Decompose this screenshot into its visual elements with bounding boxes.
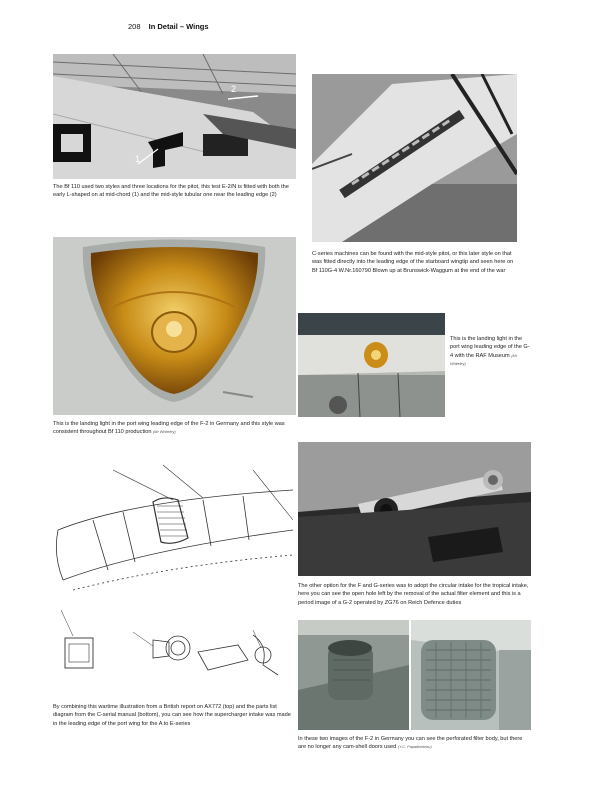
caption-landing-light-f2-credit: (Mr Whiteley) (153, 430, 176, 435)
page-number: 208 (128, 22, 141, 31)
photo-landing-light-g4 (298, 313, 445, 417)
pitot-label-1: 1 (135, 154, 141, 164)
illustration-supercharger-intake (53, 460, 296, 695)
caption-landing-light-f2-text: This is the landing light in the port wing leading edge of the F-2 in Germany and this style was consistent throughout Bf 110 production (53, 421, 285, 436)
page-header (128, 22, 209, 31)
photo-tropical-intake (298, 442, 531, 576)
caption-filter-credit: (Y.C. Papadimitriou) (397, 745, 432, 750)
caption-landing-light-f2 (53, 420, 296, 437)
photo-wingtip-pitot (312, 74, 517, 242)
photo-filter-left (298, 620, 409, 730)
caption-pitot: The Bf 110 used two styles and three locations for the pitot, this test E-2/N is fitted with both the early L-shaped on at mid-chord (1) and the mid-style tubular one near the leading edge (2) (53, 184, 289, 199)
caption-supercharger-intake: By combining this wartime illustration from a British report on AX772 (top) and the parts list diagram from the C-serial manual (bottom), you can see how the supercharger intake was made in the leading edge of the port wing for the A to E-series (53, 704, 291, 727)
photo-landing-light-f2 (53, 237, 296, 415)
caption-landing-light-g4-credit: (Mr Whiteley) (450, 353, 517, 367)
caption-filter-text: In these two images of the F-2 in Germany you can see the perforated filter body, but there are no longer any cam-shell doors used (298, 736, 523, 751)
caption-filter (298, 735, 531, 752)
pitot-label-2: 2 (231, 84, 237, 94)
caption-wingtip-pitot: C-series machines can be found with the mid-style pitot, or this later style on that was fitted directly into the leading edge of the starboard wingtip and seen here on Bf 110G-4 W.Nr.160790 Blown up at Brunswick-Waggum at the end of the war (312, 251, 514, 274)
photo-filter-right (411, 620, 531, 730)
caption-tropical-intake: The other option for the F and G-series was to adopt the circular intake for the tropical intake, here you can see the open hole left by the removal of the actual filter element and this is a period image of a G-2 operated by ZG76 on Reich Defence duties (298, 583, 529, 606)
photo-pitot-wing-underside (53, 54, 296, 179)
caption-landing-light-g4-text: This is the landing light in the port wing leading edge of the G-4 with the RAF Museum (450, 336, 530, 359)
section-title: In Detail – Wings (148, 22, 209, 31)
caption-landing-light-g4 (450, 335, 530, 369)
